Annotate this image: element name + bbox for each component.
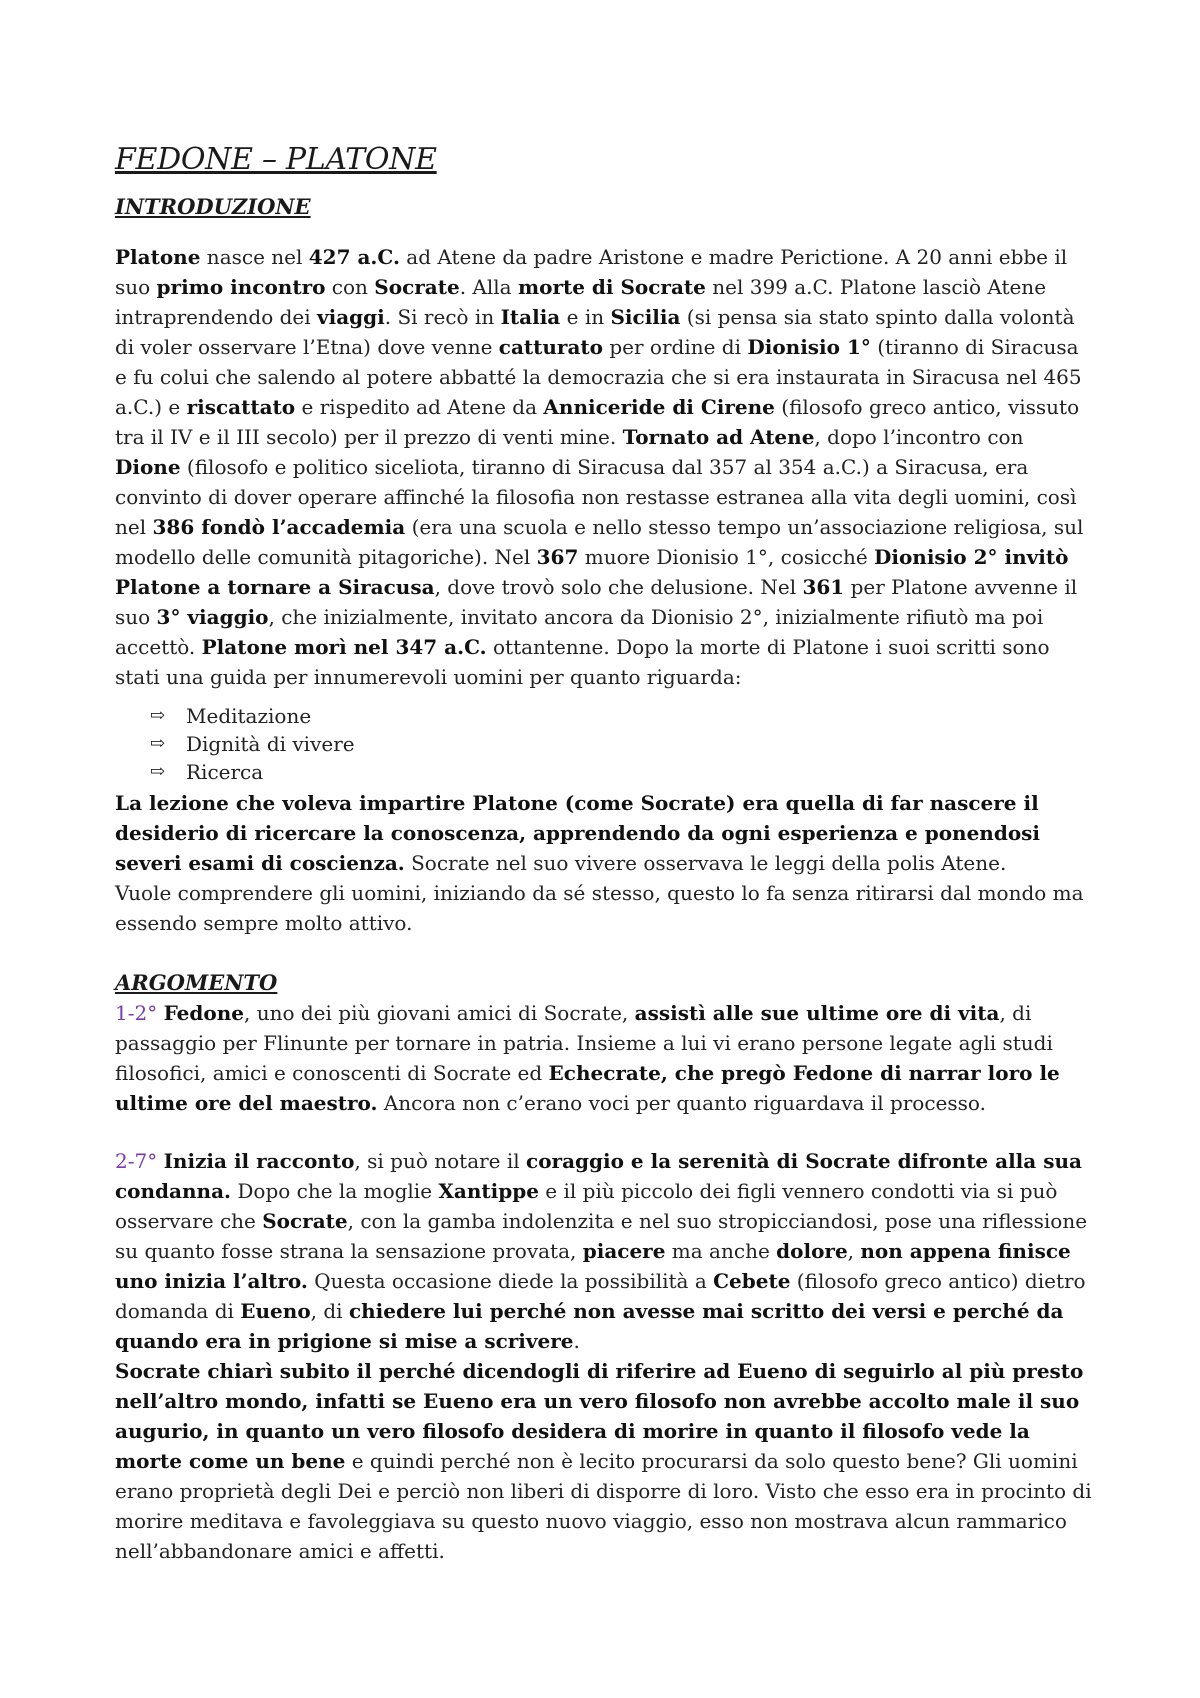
bold-text: 3° viaggio [156, 605, 269, 629]
text-run: . [573, 1329, 580, 1353]
bold-statement: La lezione che voleva impartire Platone (come Socrate) era quella di far nascere il desiderio di ricercare la conoscenza, apprendendo da ogni esperienza e ponendosi severi esami di coscienza. [115, 791, 1041, 875]
bold-text: 367 [536, 545, 579, 569]
text-run: , che inizialmente, invitato ancora da Dionisio 2°, inizialmente rifiutò ma poi accettò. [115, 605, 1044, 659]
bold-text: Inizia il racconto [163, 1149, 355, 1173]
bold-text: Cebete [713, 1269, 791, 1293]
text-run: e il più piccolo dei figli vennero condotti via si può osservare che [115, 1179, 1058, 1233]
bold-text: Xantippe [438, 1179, 539, 1203]
bold-text: viaggi [317, 305, 385, 329]
text-run: (tiranno di Siracusa e fu colui che salendo al potere abbatté la democrazia che si era instaurata in Siracusa nel 465 a.C.) e [115, 335, 1082, 419]
bold-text: Platone [115, 245, 201, 269]
bullet-label: Meditazione [186, 704, 312, 728]
bold-text: dolore [776, 1239, 848, 1263]
text-run: , uno dei più giovani amici di Socrate, [244, 1001, 635, 1025]
bold-text: Sicilia [610, 305, 681, 329]
bold-text: Fedone [163, 1001, 244, 1025]
arrow-right-outline-icon: ⇨ [150, 705, 166, 726]
text-run: . Si recò in [384, 305, 501, 329]
bold-text: Socrate [262, 1209, 348, 1233]
text-run: (filosofo greco antico) dietro domanda di [115, 1269, 1086, 1323]
argomento-paragraph [115, 1356, 1095, 1566]
document-title: FEDONE – PLATONE [115, 142, 437, 177]
bold-text: Eueno [240, 1299, 311, 1323]
intro-closing: Vuole comprendere gli uomini, iniziando da sé stesso, questo lo fa senza ritirarsi dal mondo ma essendo sempre molto attivo. [115, 881, 1084, 935]
text-run: , si può notare il [354, 1149, 527, 1173]
bold-text: Italia [500, 305, 561, 329]
bold-text: morte di Socrate [517, 275, 706, 299]
text-run: (filosofo greco antico, vissuto tra il IV e il III secolo) per il prezzo di venti mine. [115, 395, 1080, 449]
bold-text: riscattato [186, 395, 296, 419]
bold-text: Echecrate, che pregò Fedone di narrar loro le ultime ore del maestro. [115, 1061, 1060, 1115]
bold-text: assistì alle sue ultime ore di vita [634, 1001, 1000, 1025]
text-run: (si pensa sia stato spinto dalla volontà di voler osservare l’Etna) dove venne [115, 305, 1075, 359]
section-reference: 2-7° [115, 1149, 158, 1173]
text-run: , con la gamba indolenzita e nel suo stropicciandosi, pose una riflessione su quanto fosse strana la sensazione provata, [115, 1209, 1088, 1263]
text-run: per ordine di [603, 335, 748, 359]
bold-text: Dione [115, 455, 181, 479]
bullet-list [115, 702, 1095, 786]
bullet-item [150, 702, 1095, 730]
bold-text: 386 fondò l’accademia [152, 515, 406, 539]
paragraph-spacer [115, 1118, 1095, 1146]
statement-tail: Socrate nel suo vivere osservava le leggi della polis Atene. [404, 851, 1007, 875]
bold-text: Socrate [374, 275, 460, 299]
text-run: Ancora non c’erano voci per quanto riguardava il processo. [377, 1091, 986, 1115]
text-run: , [847, 1239, 861, 1263]
bold-text: non appena finisce uno inizia l’altro. [115, 1239, 1071, 1293]
text-run: ottantenne. Dopo la morte di Platone i suoi scritti sono stati una guida per innumerevoli uomini per quanto riguarda: [115, 635, 1050, 689]
bold-text: Platone morì nel 347 a.C. [201, 635, 487, 659]
bold-text: catturato [498, 335, 604, 359]
bold-text: Tornato ad Atene [622, 425, 815, 449]
bold-text: 427 a.C. [308, 245, 400, 269]
argomento-paragraph [115, 1146, 1095, 1356]
bullet-item [150, 730, 1095, 758]
text-run: ad Atene da padre Aristone e madre Perictione. A 20 anni ebbe il suo [115, 245, 1068, 299]
text-run: (filosofo e politico siceliota, tiranno di Siracusa dal 357 al 354 a.C.) a Siracusa, era convinto di dover operare affinché la filosofia non restasse estranea alla vita degli uomini, così nel [115, 455, 1077, 539]
text-run: , dopo l’incontro con [814, 425, 1024, 449]
arrow-right-outline-icon: ⇨ [150, 733, 166, 754]
text-run: , di passaggio per Flinunte per tornare in patria. Insieme a lui vi erano persone legate agli studi filosofici, amici e conoscenti di Socrate ed [115, 1001, 1053, 1085]
text-run: (era una scuola e nello stesso tempo un’associazione religiosa, sul modello delle comunità pitagoriche). Nel [115, 515, 1084, 569]
text-run: Dopo che la moglie [231, 1179, 439, 1203]
text-run: con [325, 275, 375, 299]
section-reference: 1-2° [115, 1001, 158, 1025]
text-run: nel 399 a.C. Platone lasciò Atene intraprendendo dei [115, 275, 1047, 329]
bold-text: chiedere lui perché non avesse mai scritto dei versi e perché da quando era in prigione si mise a scrivere [115, 1299, 1064, 1353]
text-run: e in [560, 305, 611, 329]
bold-text: Anniceride di Cirene [543, 395, 775, 419]
text-run: , dove trovò solo che delusione. Nel [434, 575, 803, 599]
bullet-label: Ricerca [186, 760, 264, 784]
bullet-label: Dignità di vivere [186, 732, 355, 756]
argomento-body [115, 998, 1095, 1566]
text-run: ma anche [665, 1239, 777, 1263]
text-run: e quindi perché non è lecito procurarsi da solo questo bene? Gli uomini erano proprietà degli Dei e perciò non liberi di disporre di loro. Visto che esso era in procinto di morire meditava e favoleggiava su questo nuovo viaggio, esso non mostrava alcun rammarico nell’abbandonare amici e affetti. [115, 1449, 1092, 1563]
text-run: , di [310, 1299, 349, 1323]
text-run: Questa occasione diede la possibilità a [307, 1269, 714, 1293]
bold-text: Socrate chiarì subito il perché dicendogli di riferire ad Eueno di seguirlo al più presto nell’altro mondo, infatti se Eueno era un vero filosofo non avrebbe accolto male il suo augurio, in quanto un vero filosofo desidera di morire in quanto il filosofo vede la morte come un bene [115, 1359, 1084, 1473]
text-run: . Alla [459, 275, 518, 299]
arrow-right-outline-icon: ⇨ [150, 761, 166, 782]
text-run: nasce nel [200, 245, 309, 269]
text-run: e rispedito ad Atene da [295, 395, 544, 419]
text-run: muore Dionisio 1°, cosicché [578, 545, 875, 569]
bold-text: primo incontro [156, 275, 326, 299]
section-heading-argomento: ARGOMENTO [115, 970, 278, 995]
bold-text: 361 [802, 575, 845, 599]
bold-text: piacere [582, 1239, 666, 1263]
intro-conclusion [115, 788, 1095, 878]
argomento-paragraph [115, 998, 1095, 1118]
text-run: per Platone avvenne il suo [115, 575, 1078, 629]
bold-text: Dionisio 1° [747, 335, 871, 359]
bold-text: Dionisio 2° invitò Platone a tornare a Siracusa [115, 545, 1069, 599]
intro-paragraph [115, 242, 1095, 692]
bullet-item [150, 758, 1095, 786]
document-content [115, 140, 1095, 1566]
section-heading-introduzione: INTRODUZIONE [115, 194, 311, 219]
bold-text: coraggio e la serenità di Socrate difronte alla sua condanna. [115, 1149, 1082, 1203]
